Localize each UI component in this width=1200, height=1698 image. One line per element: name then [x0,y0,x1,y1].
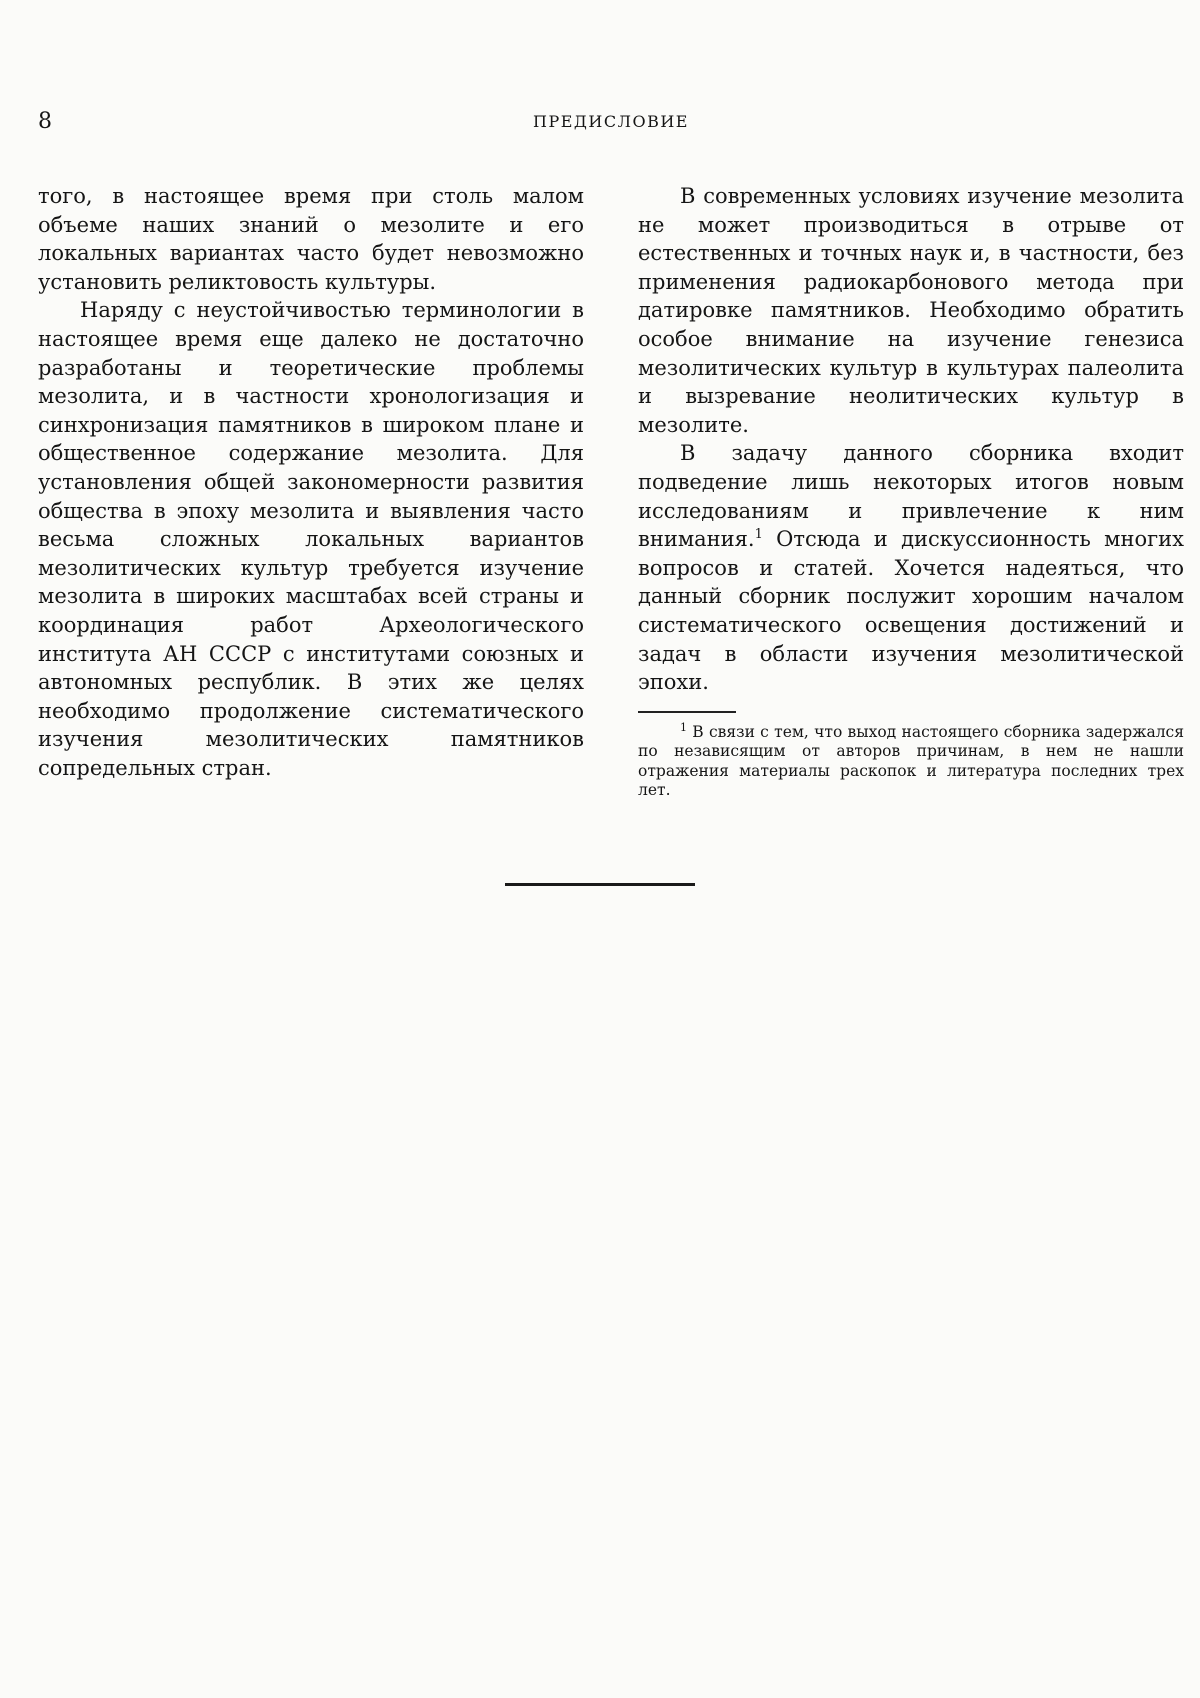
paragraph: Наряду с неустойчивостью терминологии в настоящее время еще далеко не достаточно разработаны и теоретические проблемы мезолита, и в частности хронологизация и синхронизация памятников в широком плане и общественное содержание мезолита. Для установления общей закономерности развития общества в эпоху мезолита и выявления часто весьма сложных локальных вариантов мезолитических культур требуется изучение мезолита в широких масштабах всей страны и координация работ Археологического института АН СССР с институтами союзных и автономных республик. В этих же целях необходимо продолжение систематического изучения мезолитических памятников сопредельных стран. [38,298,584,780]
left-column [38,182,584,782]
page-number: 8 [38,109,52,134]
section-end-divider [505,883,695,886]
paragraph [638,439,1184,696]
paragraph: В современных условиях изучение мезолита не может производиться в отрыве от естественных и точных наук и, в частности, без применения радиокарбонового метода при датировке памятников. Необходимо обратить особое внимание на изучение генезиса мезолитических культур в культурах палеолита и вызревание неолитических культур в мезолите. [638,184,1184,437]
paragraph: того, в настоящее время при столь малом объеме наших знаний о мезолите и его локальных вариантах часто будет невозможно установить реликтовость культуры. [38,184,584,294]
footnote-marker: 1 [680,720,687,734]
paragraph-text: В задачу данного сборника входит подведение лишь некоторых итогов новым исследованиям и привлечение к ним внимания. [638,441,1184,552]
paragraph-text: Отсюда и дискуссионность многих вопросов и статей. Хочется надеяться, что данный сборник послужит хорошим началом систематического освещения достижений и задач в области изучения мезолитической эпохи. [638,527,1184,695]
footnote-reference: 1 [754,527,763,543]
page-header [38,108,1184,136]
footnote-text: В связи с тем, что выход настоящего сборника задержался по независящим от авторов причинам, в нем не нашли отражения материалы раскопок и литература последних трех лет. [638,722,1184,800]
footnote-divider [638,711,736,713]
footnote [638,720,1184,801]
right-column [638,182,1184,801]
running-title: ПРЕДИСЛОВИЕ [533,112,689,131]
